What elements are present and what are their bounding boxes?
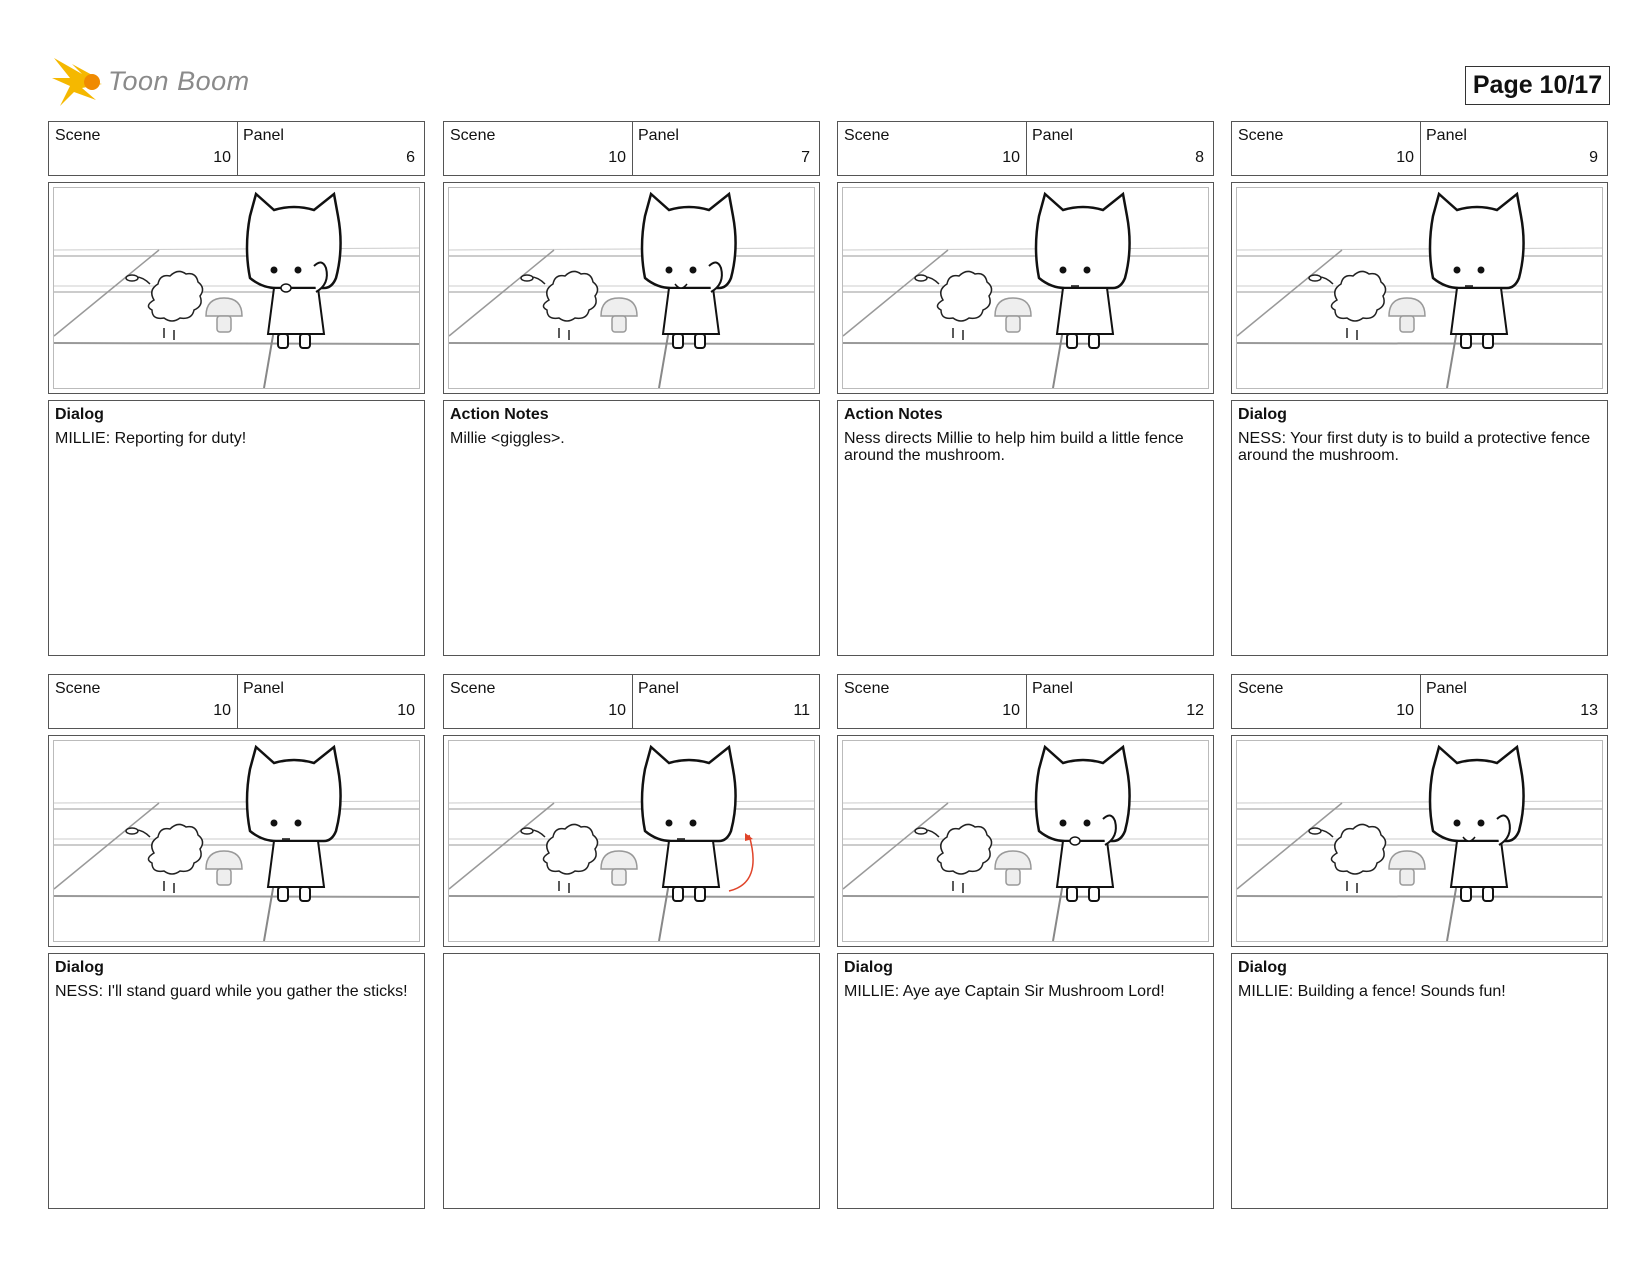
- scene-label: Scene: [1238, 680, 1284, 697]
- panel-number: 12: [1186, 702, 1204, 719]
- note-title: Dialog: [1238, 959, 1287, 976]
- panel-notes: [1231, 400, 1608, 656]
- panel-notes: [48, 953, 425, 1209]
- panel-number: 6: [406, 149, 415, 166]
- panel-header: [1231, 121, 1608, 176]
- panel-header: [443, 674, 820, 729]
- note-title: Dialog: [844, 959, 893, 976]
- comet-logo-icon: [52, 56, 108, 108]
- storyboard-sketch: [449, 188, 815, 389]
- storyboard-sketch: [1237, 188, 1603, 389]
- panel-number: 10: [397, 702, 415, 719]
- note-title: Dialog: [1238, 406, 1287, 423]
- panel-thumbnail[interactable]: [48, 182, 425, 394]
- panel-number: 11: [793, 702, 810, 719]
- scene-label: Scene: [844, 127, 890, 144]
- storyboard-sketch: [54, 188, 420, 389]
- scene-number: 10: [1396, 702, 1414, 719]
- scene-number: 10: [608, 149, 626, 166]
- panel-thumbnail[interactable]: [837, 182, 1214, 394]
- panel-label: Panel: [243, 680, 284, 697]
- page-number: Page 10/17: [1465, 66, 1610, 105]
- storyboard-sketch: [843, 188, 1209, 389]
- scene-label: Scene: [844, 680, 890, 697]
- panel-header: [837, 674, 1214, 729]
- note-title: Action Notes: [844, 406, 943, 423]
- panel-number: 13: [1580, 702, 1598, 719]
- scene-number: 10: [1002, 702, 1020, 719]
- scene-number: 10: [1396, 149, 1414, 166]
- note-title: Action Notes: [450, 406, 549, 423]
- note-text: NESS: I'll stand guard while you gather the sticks!: [55, 983, 408, 1000]
- storyboard-sketch: [1237, 741, 1603, 942]
- logo-text: Toon Boom: [108, 66, 250, 96]
- panel-notes: [837, 400, 1214, 656]
- panel-number: 7: [801, 149, 810, 166]
- panel-thumbnail[interactable]: [443, 182, 820, 394]
- panel-label: Panel: [1032, 680, 1073, 697]
- panel-label: Panel: [1032, 127, 1073, 144]
- note-text: Ness directs Millie to help him build a little fence around the mushroom.: [844, 430, 1184, 464]
- panel-notes: [443, 953, 820, 1209]
- scene-label: Scene: [55, 680, 101, 697]
- scene-number: 10: [213, 149, 231, 166]
- panel-notes: [837, 953, 1214, 1209]
- panel-thumbnail[interactable]: [48, 735, 425, 947]
- note-text: Millie <giggles>.: [450, 430, 565, 447]
- panel-header: [837, 121, 1214, 176]
- panel-header: [48, 674, 425, 729]
- panel-label: Panel: [638, 680, 679, 697]
- note-title: Dialog: [55, 406, 104, 423]
- scene-label: Scene: [1238, 127, 1284, 144]
- storyboard-sketch: [54, 741, 420, 942]
- panel-header: [443, 121, 820, 176]
- note-text: MILLIE: Aye aye Captain Sir Mushroom Lord!: [844, 983, 1165, 1000]
- note-text: NESS: Your first duty is to build a protective fence around the mushroom.: [1238, 430, 1591, 464]
- panel-label: Panel: [1426, 127, 1467, 144]
- note-title: Dialog: [55, 959, 104, 976]
- panel-header: [1231, 674, 1608, 729]
- storyboard-sketch: [449, 741, 815, 942]
- panel-thumbnail[interactable]: [1231, 182, 1608, 394]
- panel-header: [48, 121, 425, 176]
- panel-thumbnail[interactable]: [837, 735, 1214, 947]
- panel-notes: [1231, 953, 1608, 1209]
- panel-label: Panel: [638, 127, 679, 144]
- scene-number: 10: [608, 702, 626, 719]
- panel-notes: [48, 400, 425, 656]
- scene-number: 10: [1002, 149, 1020, 166]
- note-text: MILLIE: Reporting for duty!: [55, 430, 247, 447]
- scene-number: 10: [213, 702, 231, 719]
- panel-notes: [443, 400, 820, 656]
- panel-thumbnail[interactable]: [1231, 735, 1608, 947]
- storyboard-sketch: [843, 741, 1209, 942]
- panel-number: 8: [1195, 149, 1204, 166]
- toon-boom-logo: [52, 56, 252, 116]
- scene-label: Scene: [55, 127, 101, 144]
- scene-label: Scene: [450, 680, 496, 697]
- panel-thumbnail[interactable]: [443, 735, 820, 947]
- panel-label: Panel: [243, 127, 284, 144]
- panel-label: Panel: [1426, 680, 1467, 697]
- scene-label: Scene: [450, 127, 496, 144]
- panel-number: 9: [1589, 149, 1598, 166]
- note-text: MILLIE: Building a fence! Sounds fun!: [1238, 983, 1506, 1000]
